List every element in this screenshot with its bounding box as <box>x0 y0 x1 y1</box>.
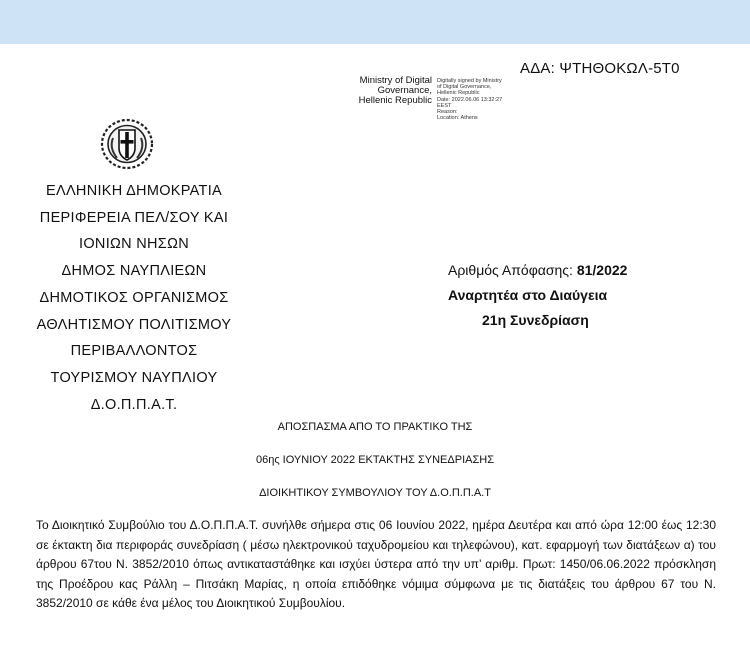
org-line: ΙΟΝΙΩΝ ΝΗΣΩΝ <box>79 236 189 253</box>
org-line: Δ.Ο.Π.Π.Α.Τ. <box>90 396 178 413</box>
signature-signer <box>354 76 432 106</box>
signer-line: Governance, <box>377 85 432 96</box>
org-line: ΔΗΜΟΤΙΚΟΣ ΟΡΓΑΝΙΣΜΟΣ <box>39 289 229 306</box>
org-line: ΤΟΥΡΙΣΜΟΥ ΝΑΥΠΛΙΟΥ <box>50 369 218 386</box>
signature-detail-line: EEST <box>437 102 452 109</box>
top-banner <box>0 0 750 44</box>
signature-detail-line: Hellenic Republic <box>437 90 480 97</box>
signer-line: Ministry of Digital <box>359 75 432 86</box>
issuing-organization <box>20 178 248 418</box>
posting-note: Αναρτητέα στο Διαύγεια <box>448 287 608 303</box>
org-line: ΕΛΛΗΝΙΚΗ ΔΗΜΟΚΡΑΤΙΑ <box>45 183 223 199</box>
excerpt-date: 06ης ΙΟΥΝΙΟΥ 2022 ΕΚΤΑΚΤΗΣ ΣΥΝΕΔΡΙΑΣΗΣ <box>255 454 495 466</box>
decision-number-value: 81/2022 <box>576 262 628 278</box>
session-number: 21η Συνεδρίαση <box>482 312 589 328</box>
signer-line: Hellenic Republic <box>358 95 432 106</box>
signature-detail-line: of Digital Governance, <box>437 84 492 91</box>
signature-details <box>437 78 527 121</box>
signature-detail-line: Reason: <box>437 109 458 116</box>
org-line: ΠΕΡΙΦΕΡΕΙΑ ΠΕΛ/ΣΟΥ ΚΑΙ <box>39 209 229 226</box>
excerpt-title: ΑΠΟΣΠΑΣΜΑ ΑΠΟ ΤΟ ΠΡΑΚΤΙΚΟ ΤΗΣ <box>277 421 473 433</box>
ada-code: ΑΔΑ: ΨΤΗΘΟΚΩΛ-5Τ0 <box>520 60 680 77</box>
body-paragraph: Το Διοικητικό Συμβούλιο του Δ.Ο.Π.Π.Α.Τ. συνήλθε σήμερα στις 06 Ιουνίου 2022, ημέρα Δευτέρα και από ώρα 12:00 έως 12:30 σε έκτακτη δια περιφοράς συνεδρίαση ( μέσω ηλεκτρονικού ταχυδρομείου και τηλεφώνου), κατ. εφαρμογή των διατάξεων α) του άρθρου 67του Ν. 3852/2010 όπως αντικαταστάθηκε και ισχύει ύστερα από την υπ’ αριθμ. Πρωτ: 1450/06.06.2022 πρόσκληση της Προέδρου κας Ράλλη – Πιτσάκη Μαρίας, η οποία επιδόθηκε νόμιμα σύμφωνα με τις διατάξεις του άρθρου 67 του Ν. 3852/2010 σε κάθε ένα μέλος του Διοικητικού Συμβουλίου. <box>36 518 716 610</box>
org-line: ΑΘΛΗΤΙΣΜΟΥ ΠΟΛΙΤΙΣΜΟΥ <box>36 316 232 333</box>
decision-number-label: Αριθμός Απόφασης: <box>448 262 577 278</box>
signature-detail-line: Digitally signed by Ministry <box>437 78 502 84</box>
excerpt-board: ΔΙΟΙΚΗΤΙΚΟΥ ΣΥΜΒΟΥΛΙΟΥ ΤΟΥ Δ.Ο.Π.Π.Α.Τ <box>259 487 491 499</box>
signature-detail-line: Date: 2022.06.06 13:32:27 <box>437 96 503 103</box>
hellenic-emblem-icon <box>99 118 155 170</box>
org-line: ΠΕΡΙΒΑΛΛΟΝΤΟΣ <box>70 343 198 360</box>
decision-number <box>448 258 627 283</box>
org-line: ΔΗΜΟΣ ΝΑΥΠΛΙΕΩΝ <box>61 263 207 280</box>
signature-detail-line: Location: Athens <box>437 115 478 122</box>
